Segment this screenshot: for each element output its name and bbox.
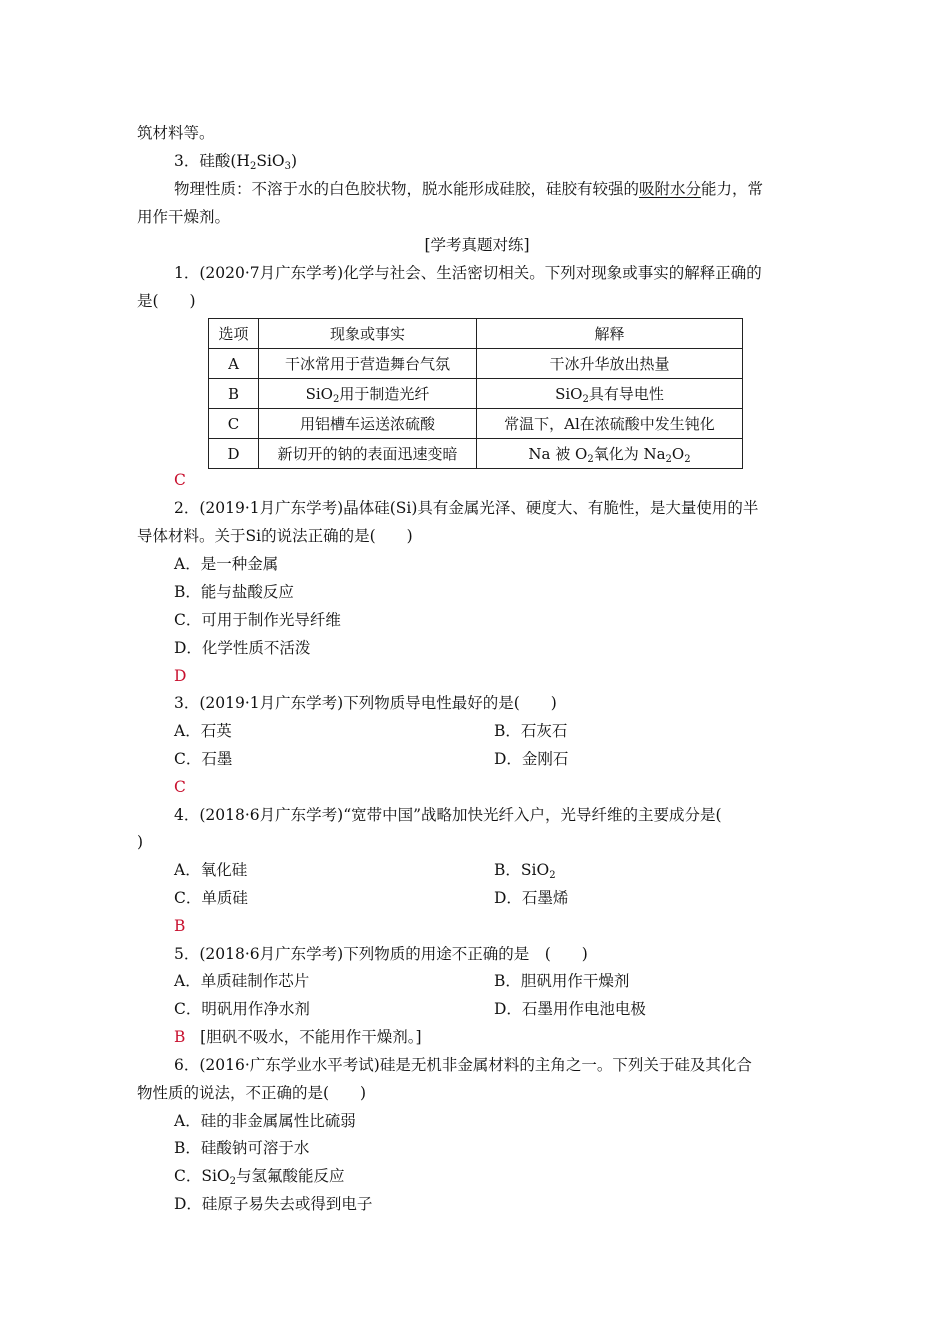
section-title: [学考真题对练] bbox=[424, 236, 530, 254]
table-cell: B bbox=[209, 379, 259, 409]
question-4-option-c: C．单质硅 bbox=[174, 889, 248, 907]
question-2-answer: D bbox=[174, 667, 187, 685]
table-cell: SiO$_2$具有导电性 bbox=[477, 379, 743, 409]
question-3-option-d: D．金刚石 bbox=[494, 750, 569, 768]
heading-silicic-acid: 3．硅酸$(H_2SiO_3)$ bbox=[174, 152, 298, 172]
question-4-stem-2: ) bbox=[137, 833, 144, 851]
question-1-table bbox=[208, 318, 743, 469]
question-3-option-b: B．石灰石 bbox=[494, 722, 568, 740]
question-2-option-b: B．能与盐酸反应 bbox=[174, 583, 294, 601]
table-row bbox=[209, 349, 743, 379]
table-row bbox=[209, 439, 743, 469]
physical-properties-line-2: 用作干燥剂。 bbox=[137, 208, 231, 226]
question-2-option-d: D．化学性质不活泼 bbox=[174, 639, 311, 657]
question-5-answer: B bbox=[174, 1028, 186, 1046]
table-cell: D bbox=[209, 439, 259, 469]
question-6-option-c: C．SiO$_2$与氢氟酸能反应 bbox=[174, 1167, 345, 1187]
table-cell: C bbox=[209, 409, 259, 439]
table-cell: A bbox=[209, 349, 259, 379]
question-2-stem-2: 导体材料。关于Si的说法正确的是( ) bbox=[137, 527, 413, 545]
table-cell: 新切开的钠的表面迅速变暗 bbox=[259, 439, 477, 469]
question-5-option-c: C．明矾用作净水剂 bbox=[174, 1000, 310, 1018]
question-2-option-a: A．是一种金属 bbox=[174, 555, 279, 573]
question-6-option-b: B．硅酸钠可溶于水 bbox=[174, 1139, 310, 1157]
question-3-stem: 3．(2019·1月广东学考)下列物质导电性最好的是( ) bbox=[174, 694, 557, 712]
table-row bbox=[209, 379, 743, 409]
table-cell: SiO$_2$用于制造光纤 bbox=[259, 379, 477, 409]
question-1-stem-2: 是( ) bbox=[137, 292, 196, 310]
table-cell: 用铝槽车运送浓硫酸 bbox=[259, 409, 477, 439]
question-3-option-a: A．石英 bbox=[174, 722, 232, 740]
question-5-option-b: B．胆矾用作干燥剂 bbox=[494, 972, 630, 990]
question-5-stem: 5．(2018·6月广东学考)下列物质的用途不正确的是 ( ) bbox=[174, 945, 588, 963]
question-6-stem: 6．(2016·广东学业水平考试)硅是无机非金属材料的主角之一。下列关于硅及其化合 bbox=[174, 1056, 752, 1074]
question-2-stem: 2．(2019·1月广东学考)晶体硅(Si)具有金属光泽、硬度大、有脆性，是大量使用的半 bbox=[174, 499, 759, 517]
table-header: 解释 bbox=[477, 319, 743, 349]
table-cell: 常温下，Al在浓硫酸中发生钝化 bbox=[477, 409, 743, 439]
table-header-row bbox=[209, 319, 743, 349]
question-3-answer: C bbox=[174, 778, 186, 796]
question-1-stem: 1．(2020·7月广东学考)化学与社会、生活密切相关。下列对现象或事实的解释正确的 bbox=[174, 264, 762, 282]
table-header: 选项 bbox=[209, 319, 259, 349]
table-row bbox=[209, 409, 743, 439]
question-5-explanation: [胆矾不吸水，不能用作干燥剂。] bbox=[200, 1028, 422, 1046]
question-5-option-a: A．单质硅制作芯片 bbox=[174, 972, 310, 990]
question-4-option-b: B．SiO$_2$ bbox=[494, 861, 556, 881]
question-4-answer: B bbox=[174, 917, 186, 935]
question-4-stem: 4．(2018·6月广东学考)“宽带中国”战略加快光纤入户，光导纤维的主要成分是( bbox=[174, 806, 722, 824]
question-6-option-a: A．硅的非金属属性比硫弱 bbox=[174, 1112, 356, 1130]
question-6-stem-2: 物性质的说法，不正确的是( ) bbox=[137, 1084, 367, 1102]
table-cell: 干冰升华放出热量 bbox=[477, 349, 743, 379]
question-1-answer: C bbox=[174, 471, 186, 489]
question-3-option-c: C．石墨 bbox=[174, 750, 233, 768]
table-cell: Na 被 $O_2$氧化为 $Na_2O_2$ bbox=[477, 439, 743, 469]
question-2-option-c: C．可用于制作光导纤维 bbox=[174, 611, 341, 629]
intro-line: 筑材料等。 bbox=[137, 124, 215, 142]
question-5-answer-line bbox=[174, 1027, 422, 1047]
question-4-option-d: D．石墨烯 bbox=[494, 889, 569, 907]
question-5-option-d: D．石墨用作电池电极 bbox=[494, 1000, 646, 1018]
question-6-option-d: D．硅原子易失去或得到电子 bbox=[174, 1195, 373, 1213]
physical-properties-line: 物理性质：不溶于水的白色胶状物，脱水能形成硅胶，硅胶有较强的吸附水分能力，常 bbox=[174, 180, 764, 198]
underlined-term: 吸附水分 bbox=[639, 180, 702, 198]
table-header: 现象或事实 bbox=[259, 319, 477, 349]
question-4-option-a: A．氧化硅 bbox=[174, 861, 248, 879]
table-cell: 干冰常用于营造舞台气氛 bbox=[259, 349, 477, 379]
